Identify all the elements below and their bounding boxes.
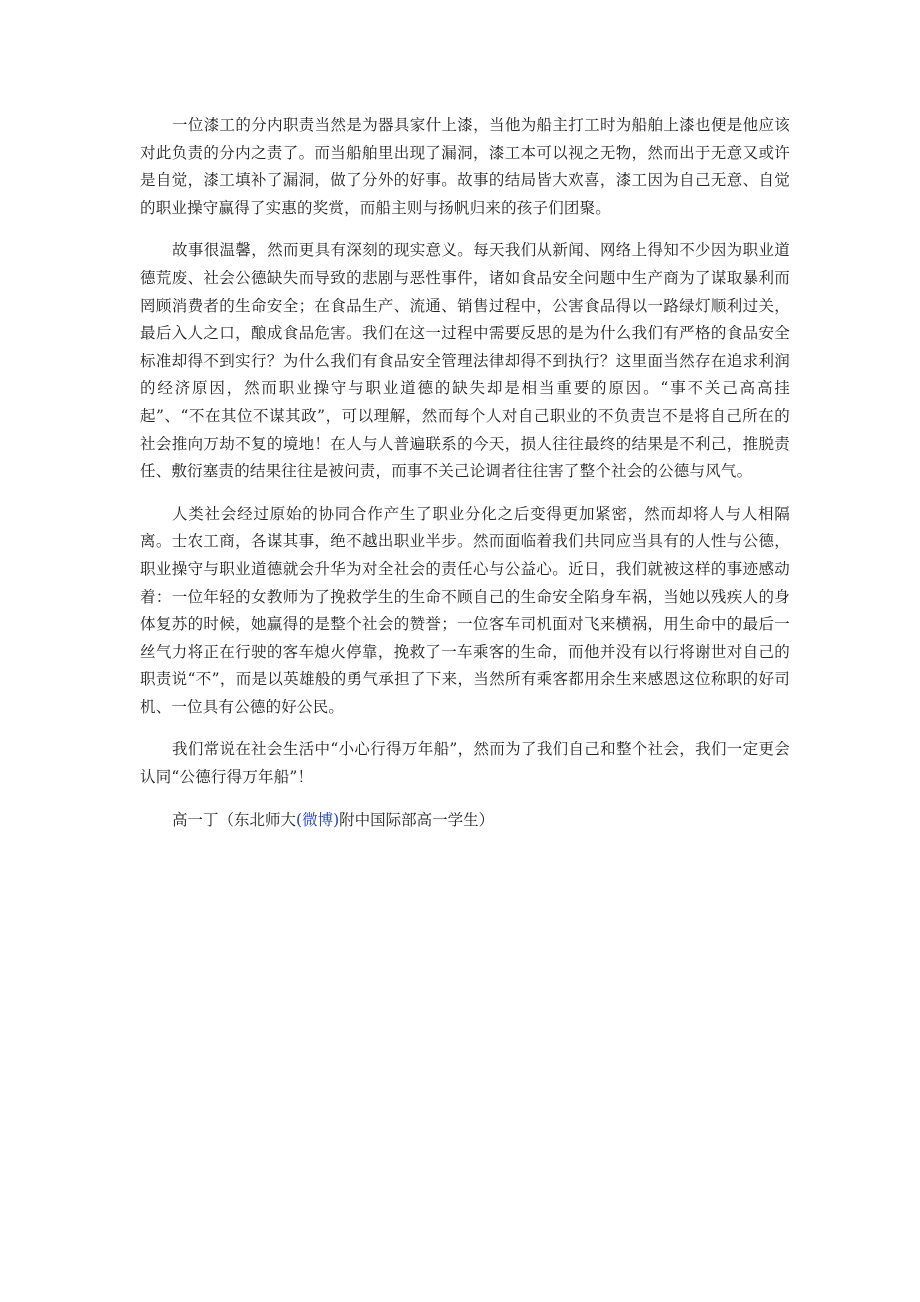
- weibo-link[interactable]: (微博): [296, 810, 340, 829]
- article-body: [140, 112, 790, 834]
- paragraph-2: 故事很温馨，然而更具有深刻的现实意义。每天我们从新闻、网络上得知不少因为职业道德荒废、社会公德缺失而导致的悲剧与恶性事件，诸如食品安全问题中生产商为了谋取暴利而罔顾消费者的生命安全；在食品生产、流通、销售过程中，公害食品得以一路绿灯顺利过关，最后入人之口，酿成食品危害。我们在这一过程中需要反思的是为什么我们有严格的食品安全标准却得不到实行？为什么我们有食品安全管理法律却得不到执行？这里面当然存在追求利润的经济原因，然而职业操守与职业道德的缺失却是相当重要的原因。“事不关己高高挂起”、“不在其位不谋其政”，可以理解，然而每个人对自己职业的不负责岂不是将自己所在的社会推向万劫不复的境地！在人与人普遍联系的今天，损人往往最终的结果是不利己，推脱责任、敷衍塞责的结果往往是被问责，而事不关己论调者往往害了整个社会的公德与风气。: [140, 241, 790, 481]
- author-signature: [140, 807, 790, 835]
- paragraph-3: 人类社会经过原始的协同合作产生了职业分化之后变得更加紧密，然而却将人与人相隔离。士农工商，各谋其事，绝不越出职业半步。然而面临着我们共同应当具有的人性与公德，职业操守与职业道德就会升华为对全社会的责任心与公益心。近日，我们就被这样的事迹感动着：一位年轻的女教师为了挽救学生的生命不顾自己的生命安全陷身车祸，当她以残疾人的身体复苏的时候，她赢得的是整个社会的赞誉；一位客车司机面对飞来横祸，用生命中的最后一丝气力将正在行驶的客车熄火停靠，挽救了一车乘客的生命，而他并没有以行将谢世对自己的职责说“不”，而是以英雄般的勇气承担了下来，当然所有乘客都用余生来感恩这位称职的好司机、一位具有公德的好公民。: [140, 504, 790, 716]
- paragraph-1: 一位漆工的分内职责当然是为器具家什上漆，当他为船主打工时为船舶上漆也便是他应该对此负责的分内之责了。而当船舶里出现了漏洞，漆工本可以视之无物，然而出于无意又或许是自觉，漆工填补了漏洞，做了分外的好事。故事的结局皆大欢喜，漆工因为自己无意、自觉的职业操守赢得了实惠的奖赏，而船主则与扬帆归来的孩子们团聚。: [140, 116, 790, 217]
- signature-text-after: 附中国际部高一学生）: [339, 810, 495, 829]
- signature-text-before: 高一丁（东北师大: [172, 810, 297, 829]
- paragraph-4: 我们常说在社会生活中“小心行得万年船”，然而为了我们自己和整个社会，我们一定更会认同“公德行得万年船”！: [140, 740, 790, 787]
